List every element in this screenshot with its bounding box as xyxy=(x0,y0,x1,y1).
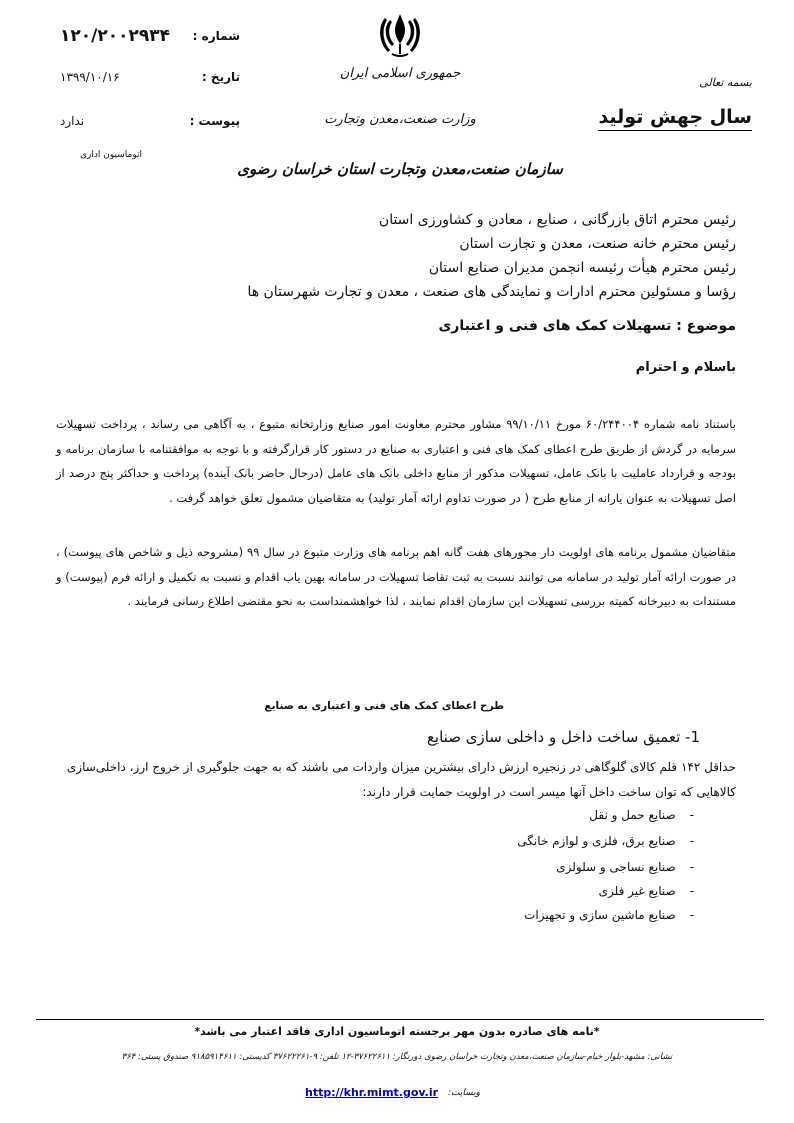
footer-validity-note: *نامه های صادره بدون مهر برجسته اتوماسیون اداری فاقد اعتبار می باشد* xyxy=(194,1025,600,1038)
industry-label: صنایع برق، فلزی و لوازم خانگی xyxy=(517,834,676,848)
letter-attachment-value: ندارد xyxy=(60,114,85,128)
recipient-line: رئیس محترم اتاق بازرگانی ، صنایع ، معادن و کشاورزی استان xyxy=(378,212,736,228)
letter-date-value: ۱۳۹۹/۱۰/۱۶ xyxy=(60,70,120,84)
ministry-title: وزارت صنعت،معدن وتجارت xyxy=(324,112,476,127)
body-paragraph-1: باستناد نامه شماره ۶۰/۲۴۴۰۰۴ مورخ ۹۹/۱۰/۱۱ مشاور محترم معاونت امور صنایع وزارتخانه متبوع ، به آگاهی می رساند ، پرداخت تسهیلات سرمایه در گردش از طریق طرح اعطای کمک های فنی و اعتباری به صنایع در دستور کار قرارگرفته و با توجه به موافقتنامه با سازمان برنامه و بودجه و قرارداد عاملیت با بانک عامل، تسهیلات مذکور از منابع داخلی بانک های عامل (درحال حاضر بانک آینده) پرداخت و حداکثر پنج درصد از اصل تسهیلات به عنوان یارانه از منابع طرح ( در صورت تداوم ارائه آمار تولید) به متقاضیان مشمول تعلق خواهد گرفت . xyxy=(56,417,737,505)
recipients-block xyxy=(136,208,736,304)
list-item: -صنایع غیر فلزی xyxy=(598,884,694,898)
section-heading xyxy=(427,728,700,746)
industry-label: صنایع غیر فلزی xyxy=(598,884,676,898)
organization-title: سازمان صنعت،معدن وتجارت استان خراسان رضوی xyxy=(237,160,563,178)
bismillah: بسمه تعالی xyxy=(699,76,752,89)
letter-number-row xyxy=(60,26,240,46)
website-link[interactable]: http://khr.mimt.gov.ir xyxy=(305,1086,439,1099)
letter-number-label: شماره : xyxy=(192,29,240,43)
letter-date-label: تاریخ : xyxy=(201,70,240,84)
iran-emblem-icon xyxy=(378,10,422,60)
letter-attachment-row xyxy=(60,114,240,128)
list-item: -صنایع برق، فلزی و لوازم خانگی xyxy=(517,834,694,848)
industry-label: صنایع ماشین سازی و تجهیزات xyxy=(524,908,676,922)
letter-number-value: ۱۲۰/۲۰۰۲۹۳۴ xyxy=(60,26,170,46)
recipient-line: رئیس محترم هیأت رئیسه انجمن مدیران صنایع استان xyxy=(428,260,736,276)
letter-subject: موضوع : تسهیلات کمک های فنی و اعتباری xyxy=(438,318,736,334)
section-description: حداقل ۱۴۲ قلم کالای گلوگاهی در زنجیره ارزش دارای بیشترین میزان واردات می باشند که به جهت جلوگیری از خروج ارز، داخلی‌سازی کالاهایی که توان ساخت داخل آنها میسر است در اولویت حمایت قرار دارند: xyxy=(66,760,736,799)
republic-title: جمهوری اسلامی ایران xyxy=(339,66,461,81)
footer-divider xyxy=(36,1019,764,1020)
body-paragraph-2: متقاضیان مشمول برنامه های اولویت دار محورهای هفت گانه اهم برنامه های وزارت متبوع در سال ۹۹ (مشروحه ذیل و شاخص های پیوست) ، در صورت ارائه آمار تولید در سامانه می توانند نسبت به ثبت تقاضا تسهیلات در سامانه بهین یاب اقدام و نسبت به تکمیل و ارائه فرم (پیوست) و مستندات به دبیرخانه کمیته بررسی تسهیلات این سازمان اقدام نمایند ، لذا خواهشمنداست به نحو مقتضی اطلاع رسانی فرمایند . xyxy=(56,545,736,608)
plan-title: طرح اعطای کمک های فنی و اعتباری به صنایع xyxy=(264,700,504,712)
website-label: وبسایت: xyxy=(448,1088,480,1098)
footer-address: نشانی: مشهد-بلوار خیام-سازمان صنعت،معدن وتجارت خراسان رضوی دورنگار: ۳۷۶۲۲۶۱۱-۱۲ تلفن: ۹-۳۷۶۲۲۲۶۱ کدپستی: ۹۱۸۵۹۱۴۶۱۱ صندوق پستی: ۳۶۴ xyxy=(121,1052,673,1062)
year-slogan: سال جهش تولید xyxy=(598,106,752,131)
section-number: 1- xyxy=(685,728,700,746)
recipient-line: رؤسا و مسئولین محترم ادارات و نمایندگی های صنعت ، معدن و تجارت شهرستان ها xyxy=(247,284,736,300)
letter-date-row xyxy=(60,70,240,84)
recipient-line: رئیس محترم خانه صنعت، معدن و تجارت استان xyxy=(459,236,736,252)
industry-label: صنایع نساجی و سلولزی xyxy=(556,860,676,874)
greeting: باسلام و احترام xyxy=(635,360,736,375)
industry-label: صنایع حمل و نقل xyxy=(589,808,676,822)
automation-tag: اتوماسیون اداری xyxy=(80,150,142,160)
list-item: -صنایع ماشین سازی و تجهیزات xyxy=(524,908,694,922)
list-item: -صنایع حمل و نقل xyxy=(589,808,694,822)
section-title: تعمیق ساخت داخل و داخلی سازی صنایع xyxy=(426,728,681,746)
list-item: -صنایع نساجی و سلولزی xyxy=(556,860,694,874)
letter-attachment-label: پیوست : xyxy=(189,114,240,128)
